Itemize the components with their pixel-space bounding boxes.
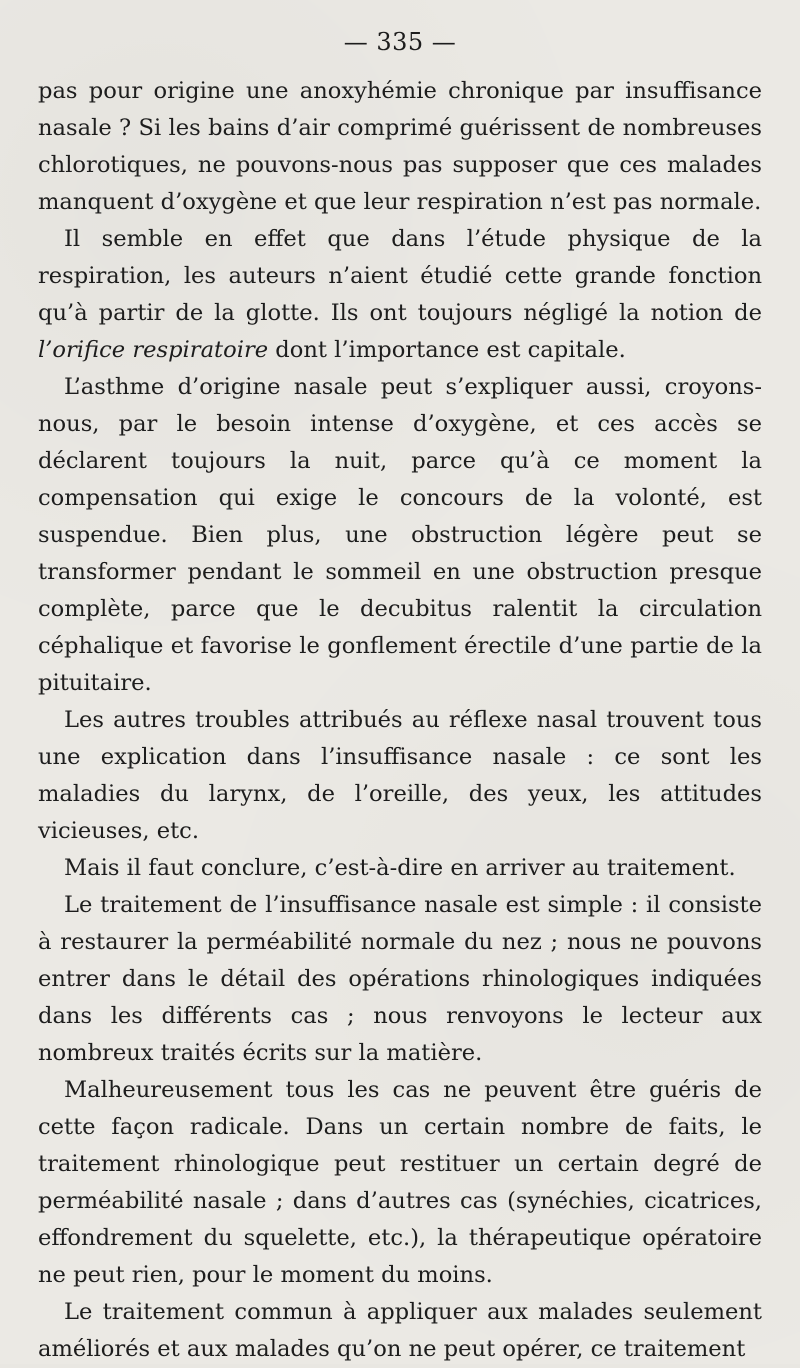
paragraph-2 xyxy=(38,221,762,369)
paragraph-8: Le traitement commun à appliquer aux malades seulement améliorés et aux malades qu’on ne peut opérer, ce traitement xyxy=(38,1299,762,1362)
paragraph-6: Le traitement de l’insuffisance nasale est simple : il consiste à restaurer la perméabilité normale du nez ; nous ne pouvons entrer dans le détail des opérations rhinologiques indiquées dans les différents cas ; nous renvoyons le lecteur aux nombreux traités écrits sur la matière. xyxy=(38,892,762,1066)
paragraph-5: Mais il faut conclure, c’est-à-dire en arriver au traitement. xyxy=(64,855,736,881)
paragraph-2-text-after: dont l’importance est capitale. xyxy=(268,337,626,363)
paragraph-2-text-before: Il semble en effet que dans l’étude physique de la respiration, les auteurs n’aient étudié cette grande fonction qu’à partir de la glotte. Ils ont toujours négligé la notion de xyxy=(38,226,762,326)
body-text xyxy=(38,73,762,1368)
paragraph-3: L’asthme d’origine nasale peut s’expliquer aussi, croyons-nous, par le besoin intense d’oxygène, et ces accès se déclarent toujours la nuit, parce qu’à ce moment la compensation qui exige le concours de la volonté, est suspendue. Bien plus, une obstruction légère peut se transformer pendant le sommeil en une obstruction presque complète, parce que le decubitus ralentit la circulation céphalique et favorise le gonflement érectile d’une partie de la pituitaire. xyxy=(38,374,762,696)
paragraph-4: Les autres troubles attribués au réflexe nasal trouvent tous une explication dans l’insuffisance nasale : ce sont les maladies du larynx, de l’oreille, des yeux, les attitudes vicieuses, etc. xyxy=(38,707,762,844)
page-number: — 335 — xyxy=(343,28,457,56)
paragraph-2-emphasis: l’orifice respiratoire xyxy=(38,337,269,363)
paragraph-1: pas pour origine une anoxyhémie chronique par insuffisance nasale ? Si les bains d’air comprimé guérissent de nombreuses chlorotiques, ne pouvons-nous pas supposer que ces malades manquent d’oxygène et que leur respiration n’est pas normale. xyxy=(38,78,762,215)
paragraph-7: Malheureusement tous les cas ne peuvent être guéris de cette façon radicale. Dans un certain nombre de faits, le traitement rhinologique peut restituer un certain degré de perméabilité nasale ; dans d’autres cas (synéchies, cicatrices, effondrement du squelette, etc.), la thérapeutique opératoire ne peut rien, pour le moment du moins. xyxy=(38,1077,762,1288)
